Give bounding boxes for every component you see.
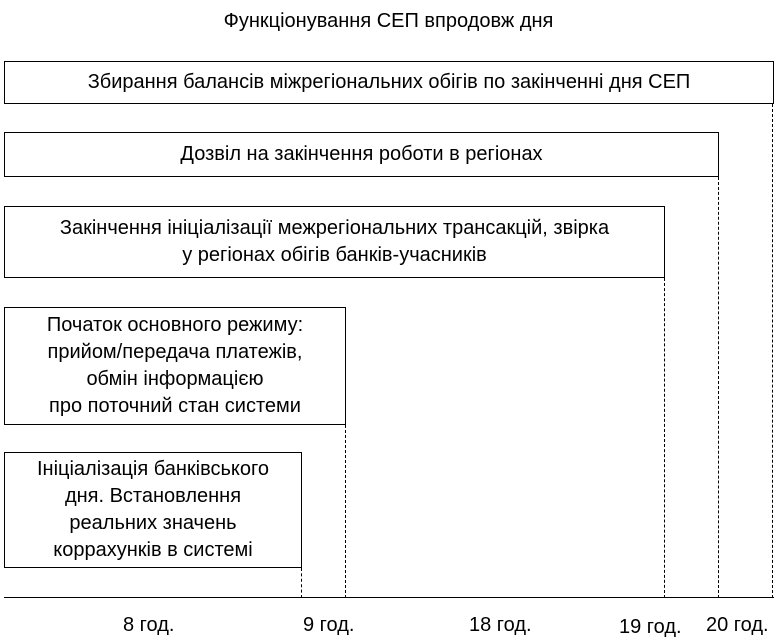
dashed-connector — [664, 278, 665, 598]
stage-box-line: Дозвіл на закінчення роботи в регіонах — [180, 143, 543, 165]
time-tick-label: 18 год. — [469, 614, 532, 636]
stage-box-collect-balances — [4, 61, 774, 104]
stage-box-line: дня. Встановлення — [64, 485, 242, 507]
stage-box-line: Збирання балансів міжрегіональних обігів по закінченні дня СЕП — [87, 71, 691, 93]
time-tick-label: 8 год. — [123, 614, 175, 636]
time-tick-label: 9 год. — [303, 614, 355, 636]
stage-box-line: прийом/передача платежів, — [47, 341, 303, 363]
time-tick-label: 20 год. — [706, 614, 769, 636]
time-axis — [4, 597, 774, 598]
stage-box-bank-day-init — [4, 452, 302, 568]
stage-box-line: обмін інформацією — [86, 368, 264, 390]
stage-box-line: реальних значень — [69, 512, 237, 534]
stage-box-line: про поточний стан системи — [49, 395, 301, 417]
stage-box-line: Ініціалізація банківського — [36, 458, 269, 480]
dashed-connector — [772, 104, 773, 598]
stage-box-end-initialization — [4, 206, 665, 278]
dashed-connector — [718, 177, 719, 598]
stage-box-main-mode — [4, 307, 346, 425]
stage-box-line: коррахунків в системі — [53, 539, 253, 561]
stage-box-line: Початок основного режиму: — [46, 314, 304, 336]
diagram-title: Функціонування СЕП впродовж дня — [223, 10, 554, 32]
time-tick-label: 19 год. — [619, 616, 682, 638]
stage-box-line: у регіонах обігів банків-учасників — [182, 244, 487, 266]
dashed-connector — [345, 425, 346, 598]
stage-box-line: Закінчення ініціалізації межрегіональних трансакцій, звірка — [59, 217, 610, 239]
dashed-connector — [301, 568, 302, 598]
stage-box-finish-permission — [4, 132, 719, 177]
